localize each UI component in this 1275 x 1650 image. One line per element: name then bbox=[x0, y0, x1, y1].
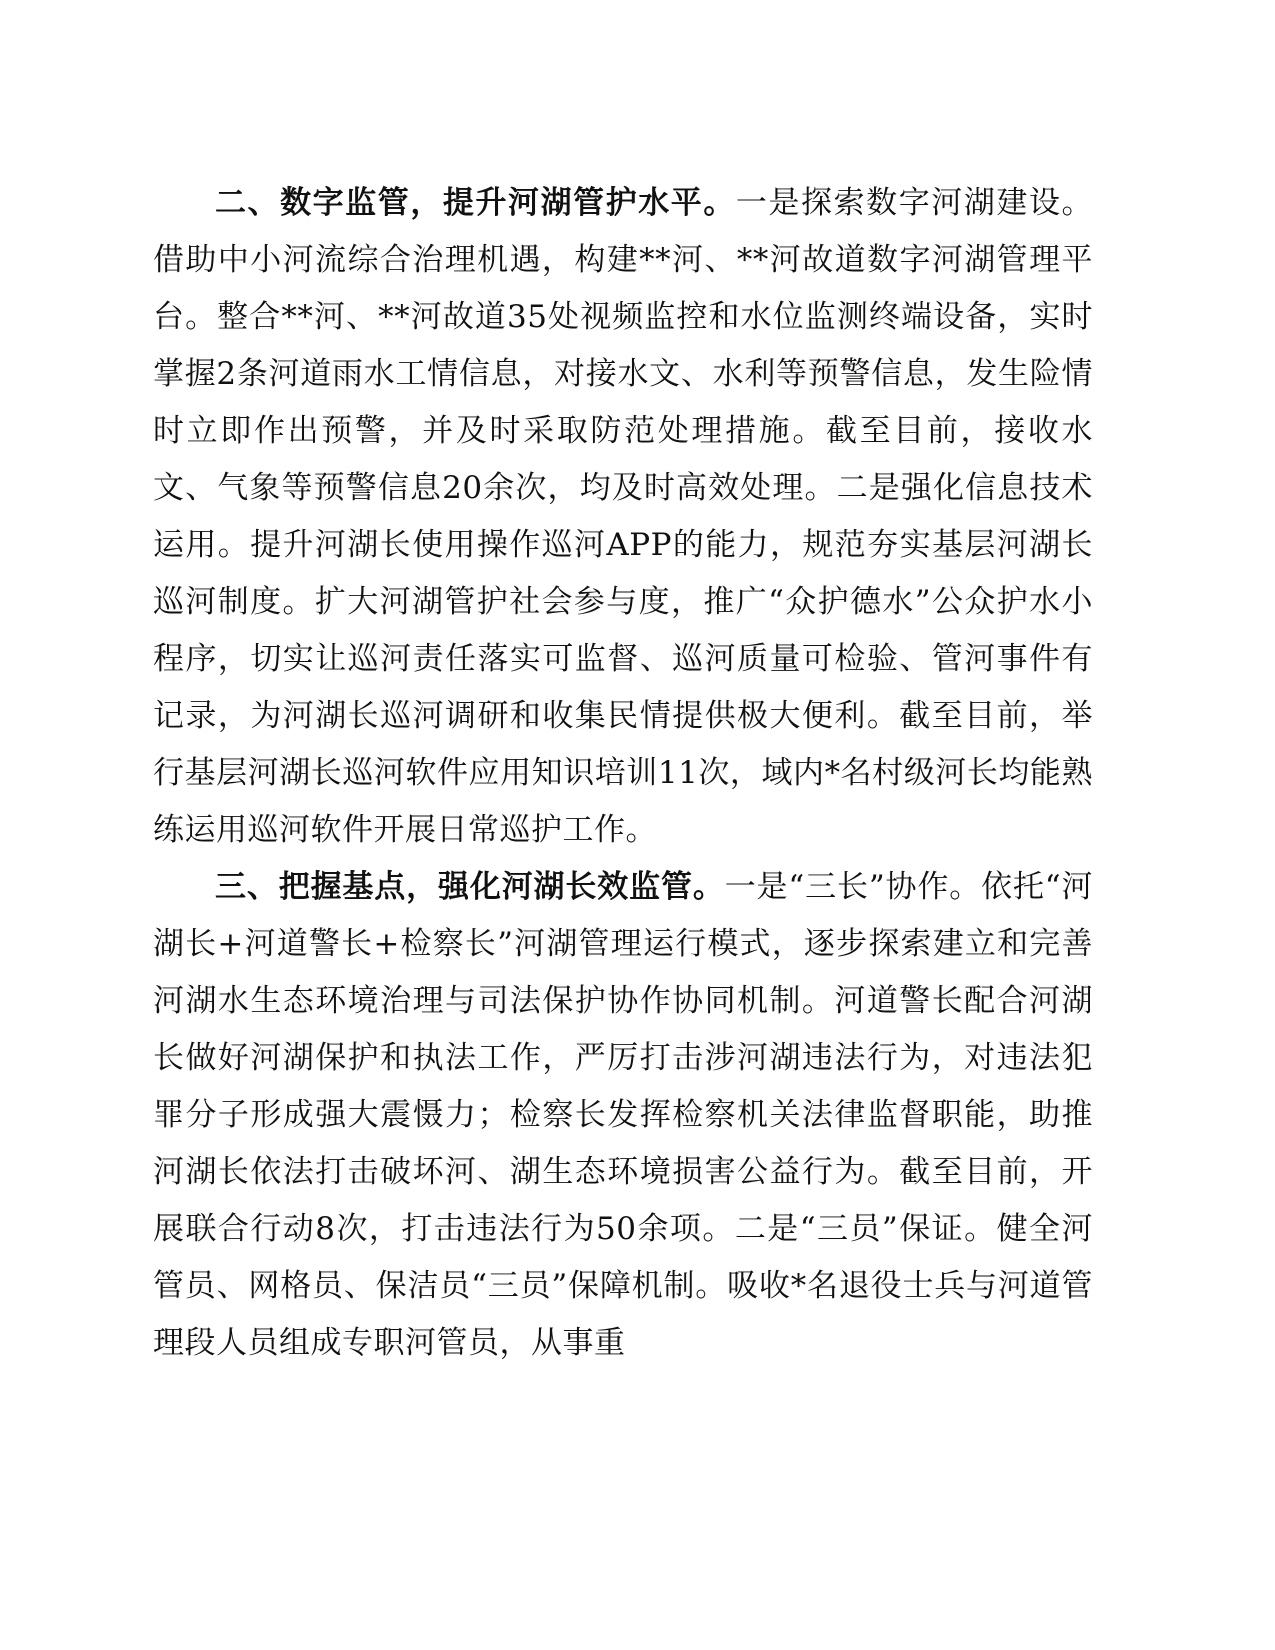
section-body-text: 一是“三长”协作。依托“河湖长+河道警长+检察长”河湖管理运行模式，逐步探索建立和完善河湖水生态环境治理与司法保护协作协同机制。河道警长配合河湖长做好河湖保护和执法工作，严厉打击涉河湖违法行为，对违法犯罪分子形成强大震慑力；检察长发挥检察机关法律监督职能，助推河湖长依法打击破坏河、湖生态环境损害公益行为。截至目前，开展联合行动8次，打击违法行为50余项。二是“三员”保证。健全河管员、网格员、保洁员“三员”保障机制。吸收*名退役士兵与河道管理段人员组成专职河管员，从事重 bbox=[153, 869, 1093, 1361]
section-paragraph bbox=[153, 175, 1093, 859]
document-body bbox=[153, 175, 1093, 1372]
section-paragraph bbox=[153, 859, 1093, 1372]
section-heading: 三、把握基点，强化河湖长效监管。 bbox=[215, 869, 725, 905]
section-heading: 二、数字监管，提升河湖管护水平。 bbox=[215, 185, 736, 221]
section-body-text: 一是探索数字河湖建设。借助中小河流综合治理机遇，构建**河、**河故道数字河湖管理平台。整合**河、**河故道35处视频监控和水位监测终端设备，实时掌握2条河道雨水工情信息，对接水文、水利等预警信息，发生险情时立即作出预警，并及时采取防范处理措施。截至目前，接收水文、气象等预警信息20余次，均及时高效处理。二是强化信息技术运用。提升河湖长使用操作巡河APP的能力，规范夯实基层河湖长巡河制度。扩大河湖管护社会参与度，推广“众护德水”公众护水小程序，切实让巡河责任落实可监督、巡河质量可检验、管河事件有记录，为河湖长巡河调研和收集民情提供极大便利。截至目前，举行基层河湖长巡河软件应用知识培训11次，域内*名村级河长均能熟练运用巡河软件开展日常巡护工作。 bbox=[153, 185, 1093, 848]
